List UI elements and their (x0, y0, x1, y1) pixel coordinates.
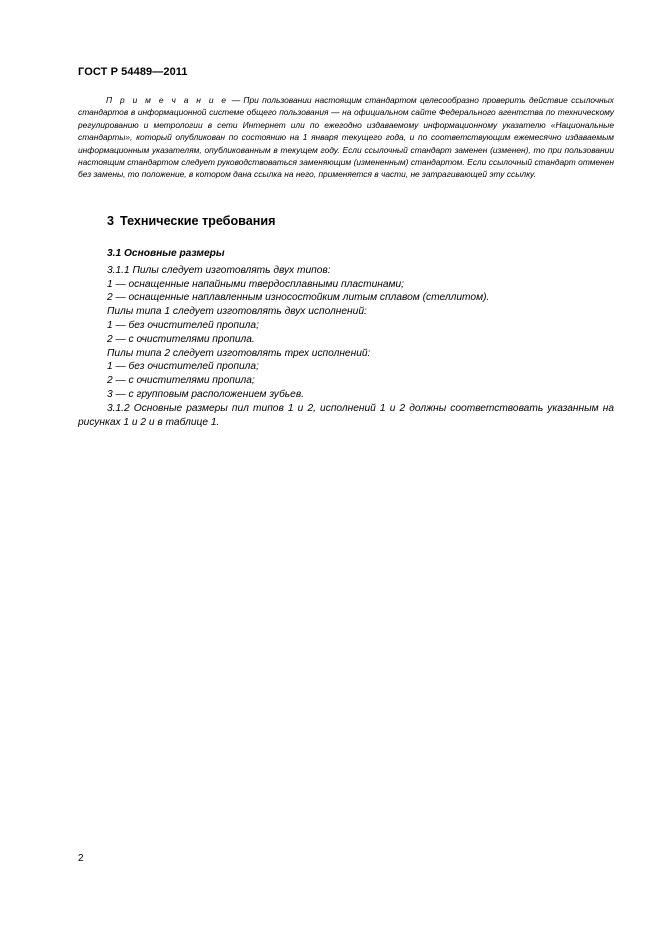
body-line: Пилы типа 2 следует изготовлять трех исполнений: (107, 347, 371, 359)
subsection-heading: 3.1 Основные размеры (107, 248, 225, 259)
body-line: 3 — с групповым расположением зубьев. (107, 388, 304, 400)
document-header: ГОСТ Р 54489—2011 (78, 66, 188, 78)
section-title: Технические требования (120, 214, 276, 228)
note-label: П р и м е ч а н и е (106, 95, 229, 105)
body-line: 1 — без очистителей пропила; (107, 319, 259, 331)
body-line: 1 — без очистителей пропила; (107, 361, 259, 373)
body-line: 2 — с очистителями пропила; (107, 375, 255, 387)
section-body (78, 247, 614, 429)
section-number: 3 (107, 214, 115, 228)
page-number: 2 (78, 853, 84, 864)
body-line: 2 — с очистителями пропила. (107, 333, 255, 345)
section-heading (107, 214, 275, 228)
note-paragraph (78, 94, 614, 181)
note-text: — При пользовании настоящим стандартом целесообразно проверить действие ссылочных стандартов в информационной системе общего пользования — на официальном сайте Федерального агентства по техническому регулированию и метрологии в сети Интернет или по ежегодно издаваемому информационному указателю «Национальные стандарты», который опубликован по состоянию на 1 января текущего года, и по соответствующим ежемесячно издаваемым информационным указателям, опубликованным в текущем году. Если ссылочный стандарт заменен (изменен), то при пользовании настоящим стандартом следует руководствоваться заменяющим (измененным) стандартом. Если ссылочный стандарт отменен без замены, то положение, в котором дана ссылка на него, применяется в части, не затрагивающей эту ссылку. (78, 95, 614, 180)
body-line: 1 — оснащенные напайными твердосплавными пластинами; (107, 278, 404, 290)
body-paragraph: 3.1.2 Основные размеры пил типов 1 и 2, исполнений 1 и 2 должны соответствовать указанным на рисунках 1 и 2 и в таблице 1. (78, 402, 614, 428)
body-line: Пилы типа 1 следует изготовлять двух исполнений: (107, 306, 367, 318)
body-line: 3.1.1 Пилы следует изготовлять двух типов: (107, 264, 331, 276)
body-line: 2 — оснащенные наплавленным износостойким литым сплавом (стеллитом). (107, 292, 490, 304)
